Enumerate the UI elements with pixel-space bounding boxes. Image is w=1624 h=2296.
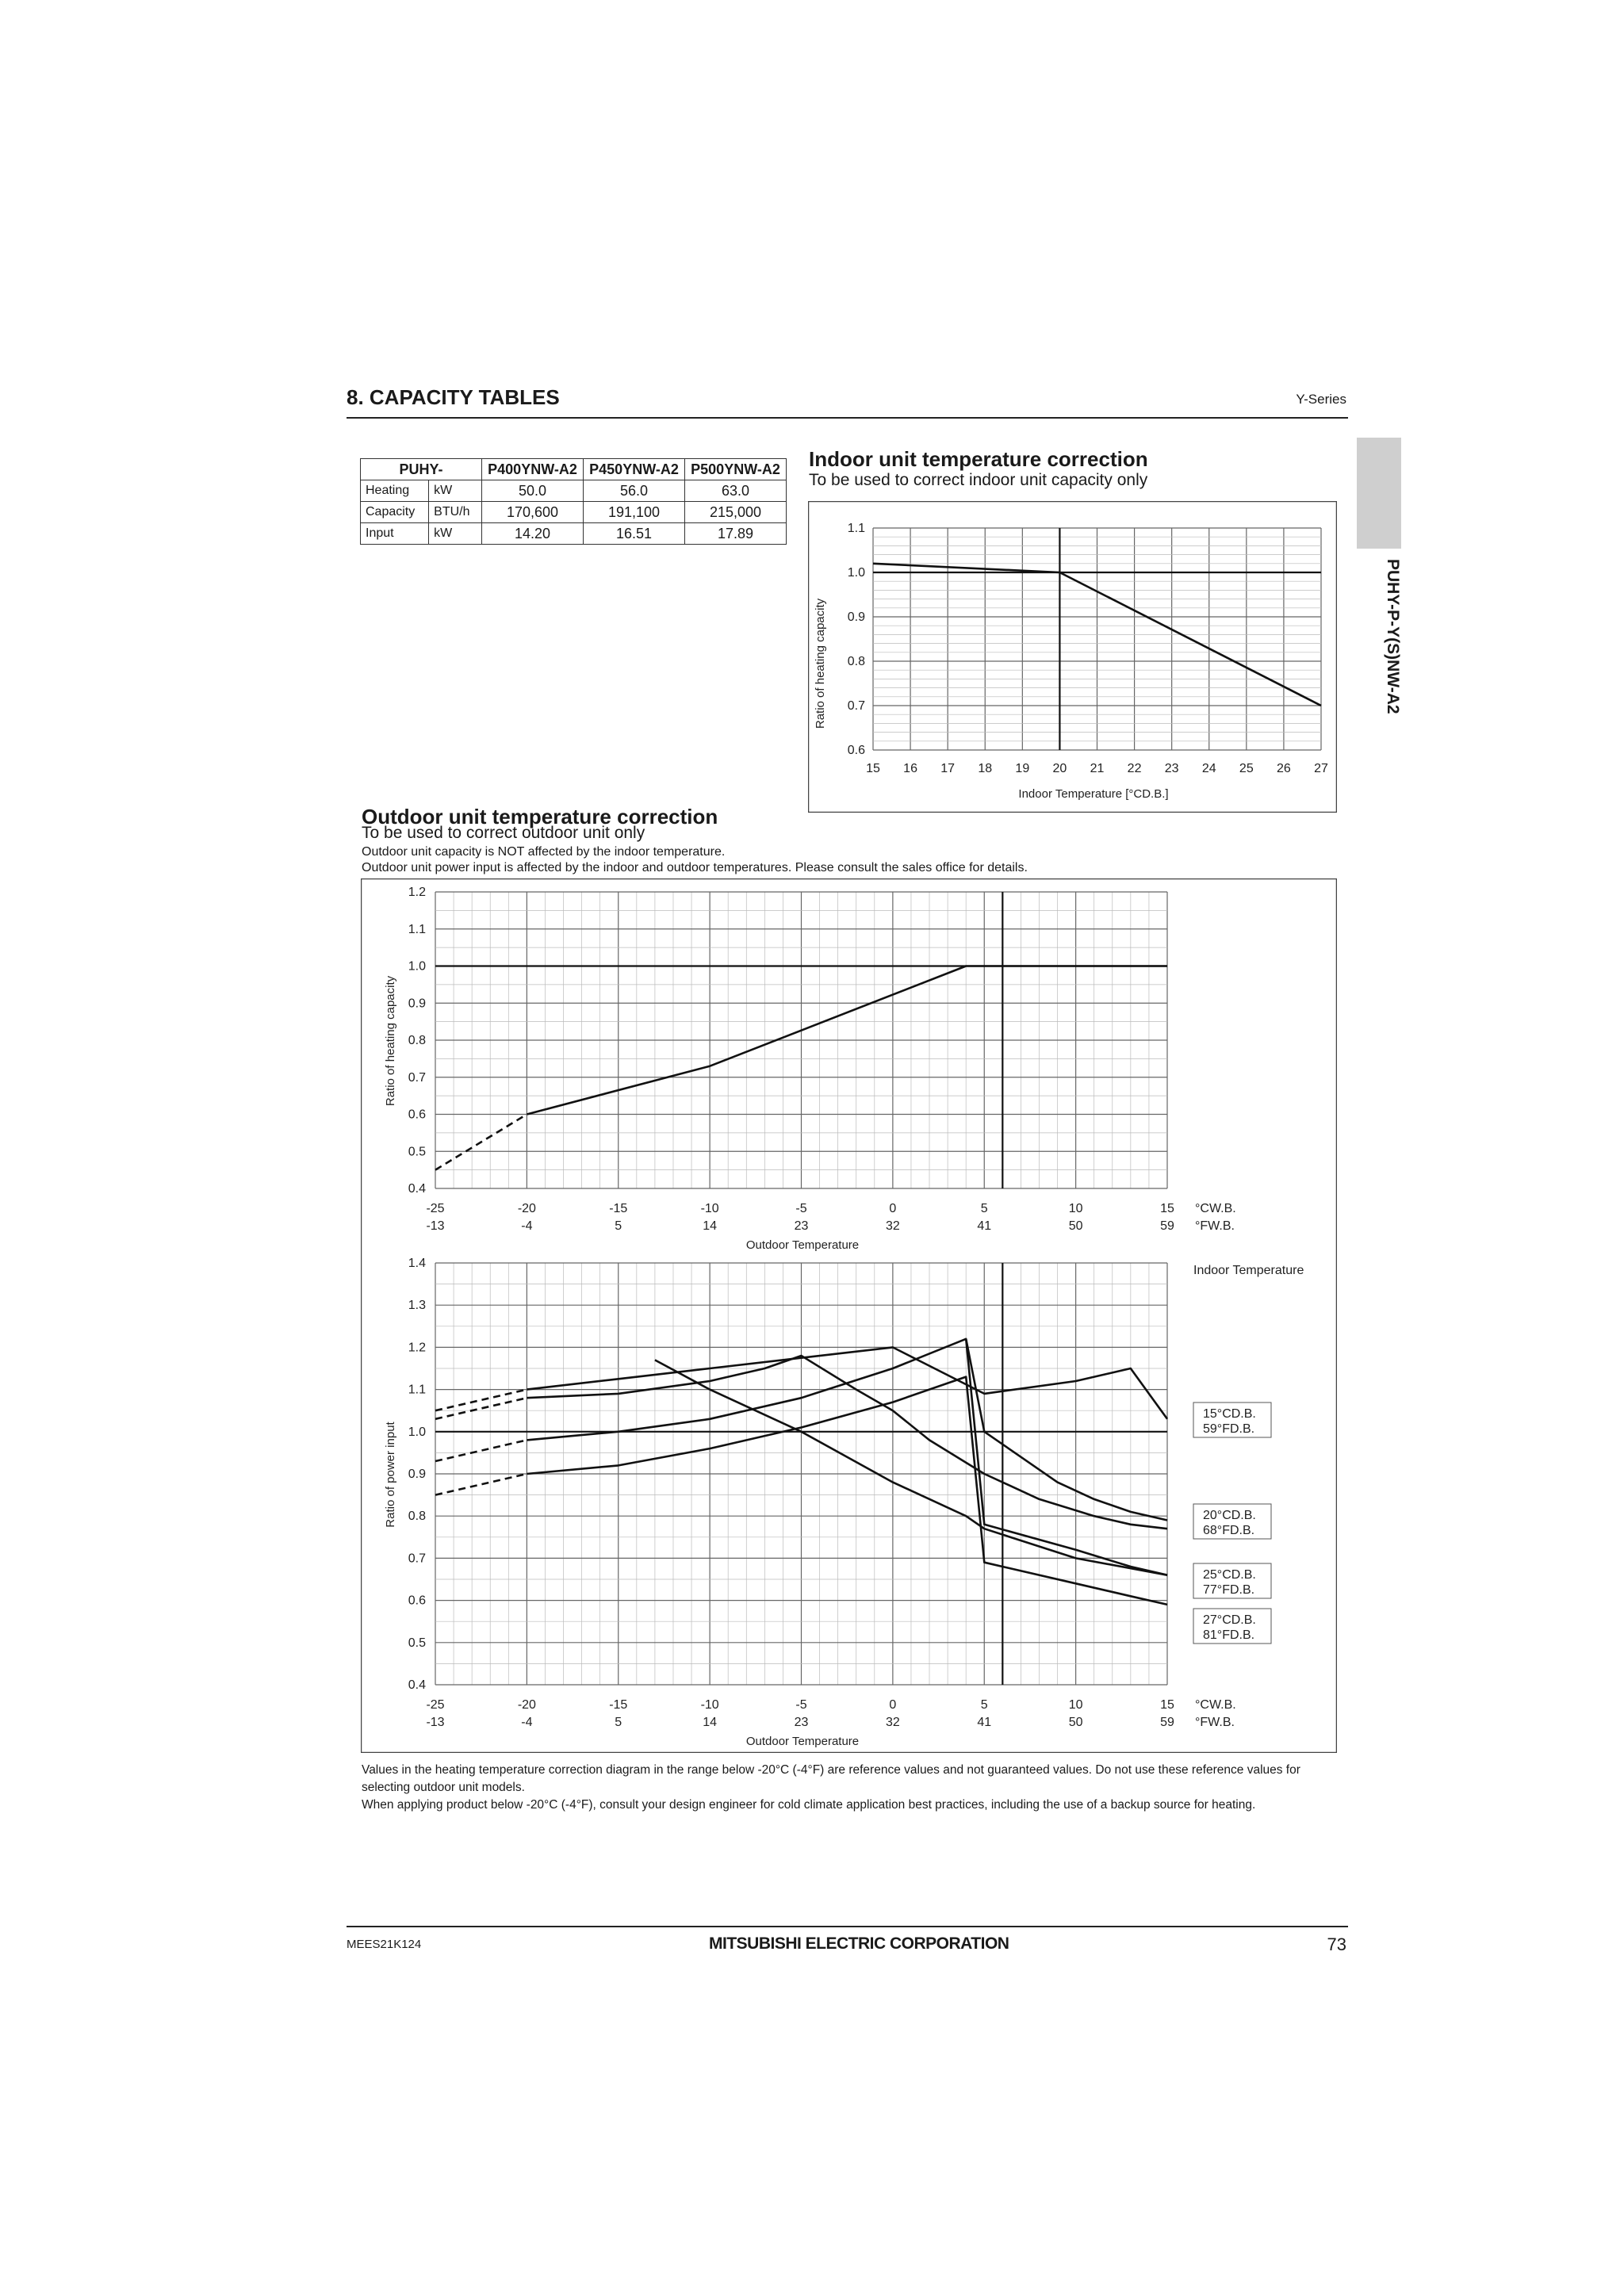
capacity-y-tick: 0.4 (408, 1182, 426, 1196)
power-x-tick-fwb: 23 (794, 1716, 809, 1729)
power-grid (435, 1263, 1167, 1685)
capacity-grid (435, 892, 1167, 1188)
capacity-x-tick-fwb: 41 (977, 1219, 992, 1233)
power-y-tick: 0.9 (408, 1468, 426, 1481)
power-x-tick-fwb: -4 (521, 1716, 533, 1729)
capacity-series-line (435, 1115, 527, 1170)
capacity-x-tick-cwb: 10 (1068, 1202, 1083, 1215)
capacity-x-tick-fwb: 59 (1160, 1219, 1174, 1233)
capacity-x-tick-fwb: 32 (885, 1219, 900, 1233)
capacity-x-tick-cwb: -5 (795, 1202, 807, 1215)
cell: 14.20 (482, 523, 584, 545)
power-tick-labels (408, 1257, 1174, 1729)
power-legend-label: 20°CD.B. (1203, 1509, 1256, 1522)
capacity-y-tick: 0.8 (408, 1034, 426, 1047)
capacity-y-tick: 0.6 (408, 1108, 426, 1122)
bottom-note-2: When applying product below -20°C (-4°F), consult your design engineer for cold climate application best practices, including the use of a backup source for heating. (362, 1798, 1256, 1812)
indoor-y-tick: 1.0 (847, 566, 865, 580)
power-legend-label: 81°FD.B. (1203, 1628, 1255, 1642)
row-label: Capacity (361, 502, 429, 523)
indoor-x-tick: 21 (1090, 762, 1105, 775)
indoor-chart-frame (809, 502, 1337, 813)
indoor-chart (808, 501, 1337, 813)
indoor-subtitle: To be used to correct indoor unit capacity only (809, 471, 1148, 489)
capacity-unit-cwb: °CW.B. (1195, 1202, 1236, 1215)
power-x-tick-fwb: 41 (977, 1716, 992, 1729)
indoor-x-tick: 22 (1127, 762, 1142, 775)
outdoor-note-1: Outdoor unit capacity is NOT affected by the indoor temperature. (362, 845, 726, 859)
capacity-x-tick-cwb: -20 (517, 1202, 536, 1215)
capacity-x-tick-cwb: 15 (1160, 1202, 1174, 1215)
indoor-x-label: Indoor Temperature [°CD.B.] (1018, 787, 1169, 801)
spec-table (360, 458, 787, 545)
indoor-y-tick: 1.1 (847, 522, 865, 535)
capacity-y-label: Ratio of heating capacity (384, 975, 397, 1107)
power-x-tick-cwb: 10 (1068, 1698, 1083, 1712)
page-number: 73 (1327, 1934, 1346, 1954)
power-x-tick-fwb: 32 (885, 1716, 900, 1729)
header-rule (347, 417, 1348, 419)
power-x-tick-cwb: -5 (795, 1698, 807, 1712)
power-legend-title: Indoor Temperature (1193, 1264, 1304, 1277)
indoor-x-tick: 16 (903, 762, 917, 775)
model-0: P400YNW-A2 (482, 459, 584, 480)
row-unit: kW (429, 480, 482, 502)
power-legend-label: 27°CD.B. (1203, 1613, 1256, 1627)
power-legend (1193, 1402, 1271, 1644)
power-y-tick: 1.1 (408, 1383, 426, 1397)
spec-row (361, 480, 787, 502)
power-y-tick: 1.0 (408, 1425, 426, 1439)
spec-row (361, 523, 787, 545)
power-legend-label: 25°CD.B. (1203, 1568, 1256, 1582)
spec-row (361, 502, 787, 523)
power-y-tick: 0.5 (408, 1636, 426, 1650)
outdoor-subtitle: To be used to correct outdoor unit only (362, 824, 645, 842)
row-unit: BTU/h (429, 502, 482, 523)
capacity-y-tick: 0.5 (408, 1145, 426, 1159)
indoor-x-tick: 19 (1015, 762, 1030, 775)
indoor-title: Indoor unit temperature correction (809, 447, 1148, 471)
model-1: P450YNW-A2 (584, 459, 685, 480)
power-x-tick-cwb: -25 (426, 1698, 445, 1712)
outdoor-chart (361, 878, 1337, 1753)
outdoor-note-2: Outdoor unit power input is affected by the indoor and outdoor temperatures. Please consult the sales office for details. (362, 861, 1028, 874)
power-x-label: Outdoor Temperature (745, 1735, 860, 1748)
capacity-x-tick-cwb: -25 (426, 1202, 445, 1215)
power-x-tick-fwb: 50 (1068, 1716, 1083, 1729)
capacity-x-label: Outdoor Temperature (745, 1238, 860, 1252)
indoor-x-tick: 17 (940, 762, 956, 775)
capacity-x-tick-cwb: 0 (889, 1202, 897, 1215)
power-x-tick-cwb: 15 (1160, 1698, 1174, 1712)
power-y-tick: 0.4 (408, 1678, 426, 1692)
cell: 50.0 (482, 480, 584, 502)
capacity-x-tick-fwb: -4 (521, 1219, 533, 1233)
indoor-y-tick: 0.7 (847, 699, 865, 713)
power-x-tick-cwb: -20 (517, 1698, 536, 1712)
cell: 56.0 (584, 480, 685, 502)
indoor-x-tick: 23 (1164, 762, 1179, 775)
power-x-tick-fwb: 5 (615, 1716, 622, 1729)
capacity-x-tick-cwb: -10 (700, 1202, 719, 1215)
indoor-x-tick: 27 (1314, 762, 1328, 775)
power-legend-label: 15°CD.B. (1203, 1407, 1256, 1421)
outdoor-title: Outdoor unit temperature correction (362, 805, 718, 828)
side-tab-label: PUHY-P-Y(S)NW-A2 (1384, 559, 1402, 714)
doc-code: MEES21K124 (347, 1938, 422, 1951)
indoor-grid (873, 528, 1321, 750)
capacity-x-tick-fwb: 14 (703, 1219, 718, 1233)
indoor-x-tick: 15 (866, 762, 880, 775)
indoor-x-tick: 24 (1201, 762, 1216, 775)
cell: 16.51 (584, 523, 685, 545)
power-x-tick-fwb: 59 (1160, 1716, 1174, 1729)
capacity-y-tick: 1.1 (408, 922, 426, 936)
power-x-tick-cwb: 5 (980, 1698, 988, 1712)
capacity-x-tick-fwb: 23 (794, 1219, 809, 1233)
power-series-reference-line (435, 1390, 527, 1411)
power-legend-label: 59°FD.B. (1203, 1422, 1255, 1436)
row-label: Input (361, 523, 429, 545)
indoor-y-tick: 0.8 (847, 655, 865, 668)
indoor-y-tick: 0.9 (847, 610, 865, 624)
power-x-tick-cwb: 0 (889, 1698, 897, 1712)
indoor-tick-labels (848, 522, 1328, 775)
power-y-tick: 0.8 (408, 1510, 426, 1524)
power-series-line (966, 1339, 1167, 1521)
power-x-tick-cwb: -15 (609, 1698, 628, 1712)
power-x-tick-fwb: 14 (703, 1716, 718, 1729)
power-series-reference-line (435, 1474, 527, 1495)
footer-rule (347, 1926, 1348, 1927)
bottom-note-1: Values in the heating temperature correction diagram in the range below -20°C (-4°F) are reference values and not guaranteed values. Do not use these reference values for selecting outdoor unit models. (362, 1763, 1300, 1794)
power-legend-label: 68°FD.B. (1203, 1524, 1255, 1537)
power-series-reference-line (435, 1440, 527, 1461)
row-unit: kW (429, 523, 482, 545)
company-name: MITSUBISHI ELECTRIC CORPORATION (709, 1934, 1009, 1953)
indoor-x-tick: 20 (1052, 762, 1067, 775)
indoor-y-label: Ratio of heating capacity (814, 598, 827, 729)
capacity-unit-fwb: °FW.B. (1195, 1219, 1235, 1233)
power-y-tick: 0.6 (408, 1594, 426, 1608)
cell: 17.89 (685, 523, 787, 545)
power-x-tick-cwb: -10 (700, 1698, 719, 1712)
power-y-tick: 1.3 (408, 1299, 426, 1313)
cell: 63.0 (685, 480, 787, 502)
section-title: 8. CAPACITY TABLES (347, 385, 560, 409)
indoor-y-tick: 0.6 (847, 744, 865, 757)
cell: 215,000 (685, 502, 787, 523)
power-y-tick: 0.7 (408, 1552, 426, 1566)
power-unit-fwb: °FW.B. (1195, 1716, 1235, 1729)
capacity-x-tick-fwb: 50 (1068, 1219, 1083, 1233)
power-x-tick-fwb: -13 (426, 1716, 445, 1729)
bottom-notes (362, 1762, 1337, 1814)
capacity-x-tick-cwb: -15 (609, 1202, 628, 1215)
power-y-tick: 1.2 (408, 1341, 426, 1355)
power-legend-label: 77°FD.B. (1203, 1583, 1255, 1597)
capacity-x-tick-fwb: -13 (426, 1219, 445, 1233)
cell: 191,100 (584, 502, 685, 523)
capacity-x-tick-fwb: 5 (615, 1219, 622, 1233)
spec-header-row (361, 459, 787, 480)
power-y-label: Ratio of power input (384, 1422, 397, 1528)
indoor-x-tick: 25 (1239, 762, 1254, 775)
capacity-y-tick: 1.0 (408, 959, 426, 974)
capacity-y-tick: 1.2 (408, 886, 426, 899)
capacity-x-tick-cwb: 5 (980, 1202, 988, 1215)
model-2: P500YNW-A2 (685, 459, 787, 480)
power-y-tick: 1.4 (408, 1257, 426, 1270)
capacity-y-tick: 0.7 (408, 1070, 426, 1085)
side-tab (1357, 438, 1401, 549)
power-unit-cwb: °CW.B. (1195, 1698, 1236, 1712)
row-label: Heating (361, 480, 429, 502)
series-label: Y-Series (1296, 392, 1346, 407)
power-series-line (527, 1377, 1167, 1605)
capacity-y-tick: 0.9 (408, 997, 426, 1011)
capacity-tick-labels (408, 886, 1174, 1233)
cell: 170,600 (482, 502, 584, 523)
model-prefix: PUHY- (361, 459, 482, 480)
indoor-x-tick: 26 (1277, 762, 1291, 775)
indoor-x-tick: 18 (978, 762, 993, 775)
